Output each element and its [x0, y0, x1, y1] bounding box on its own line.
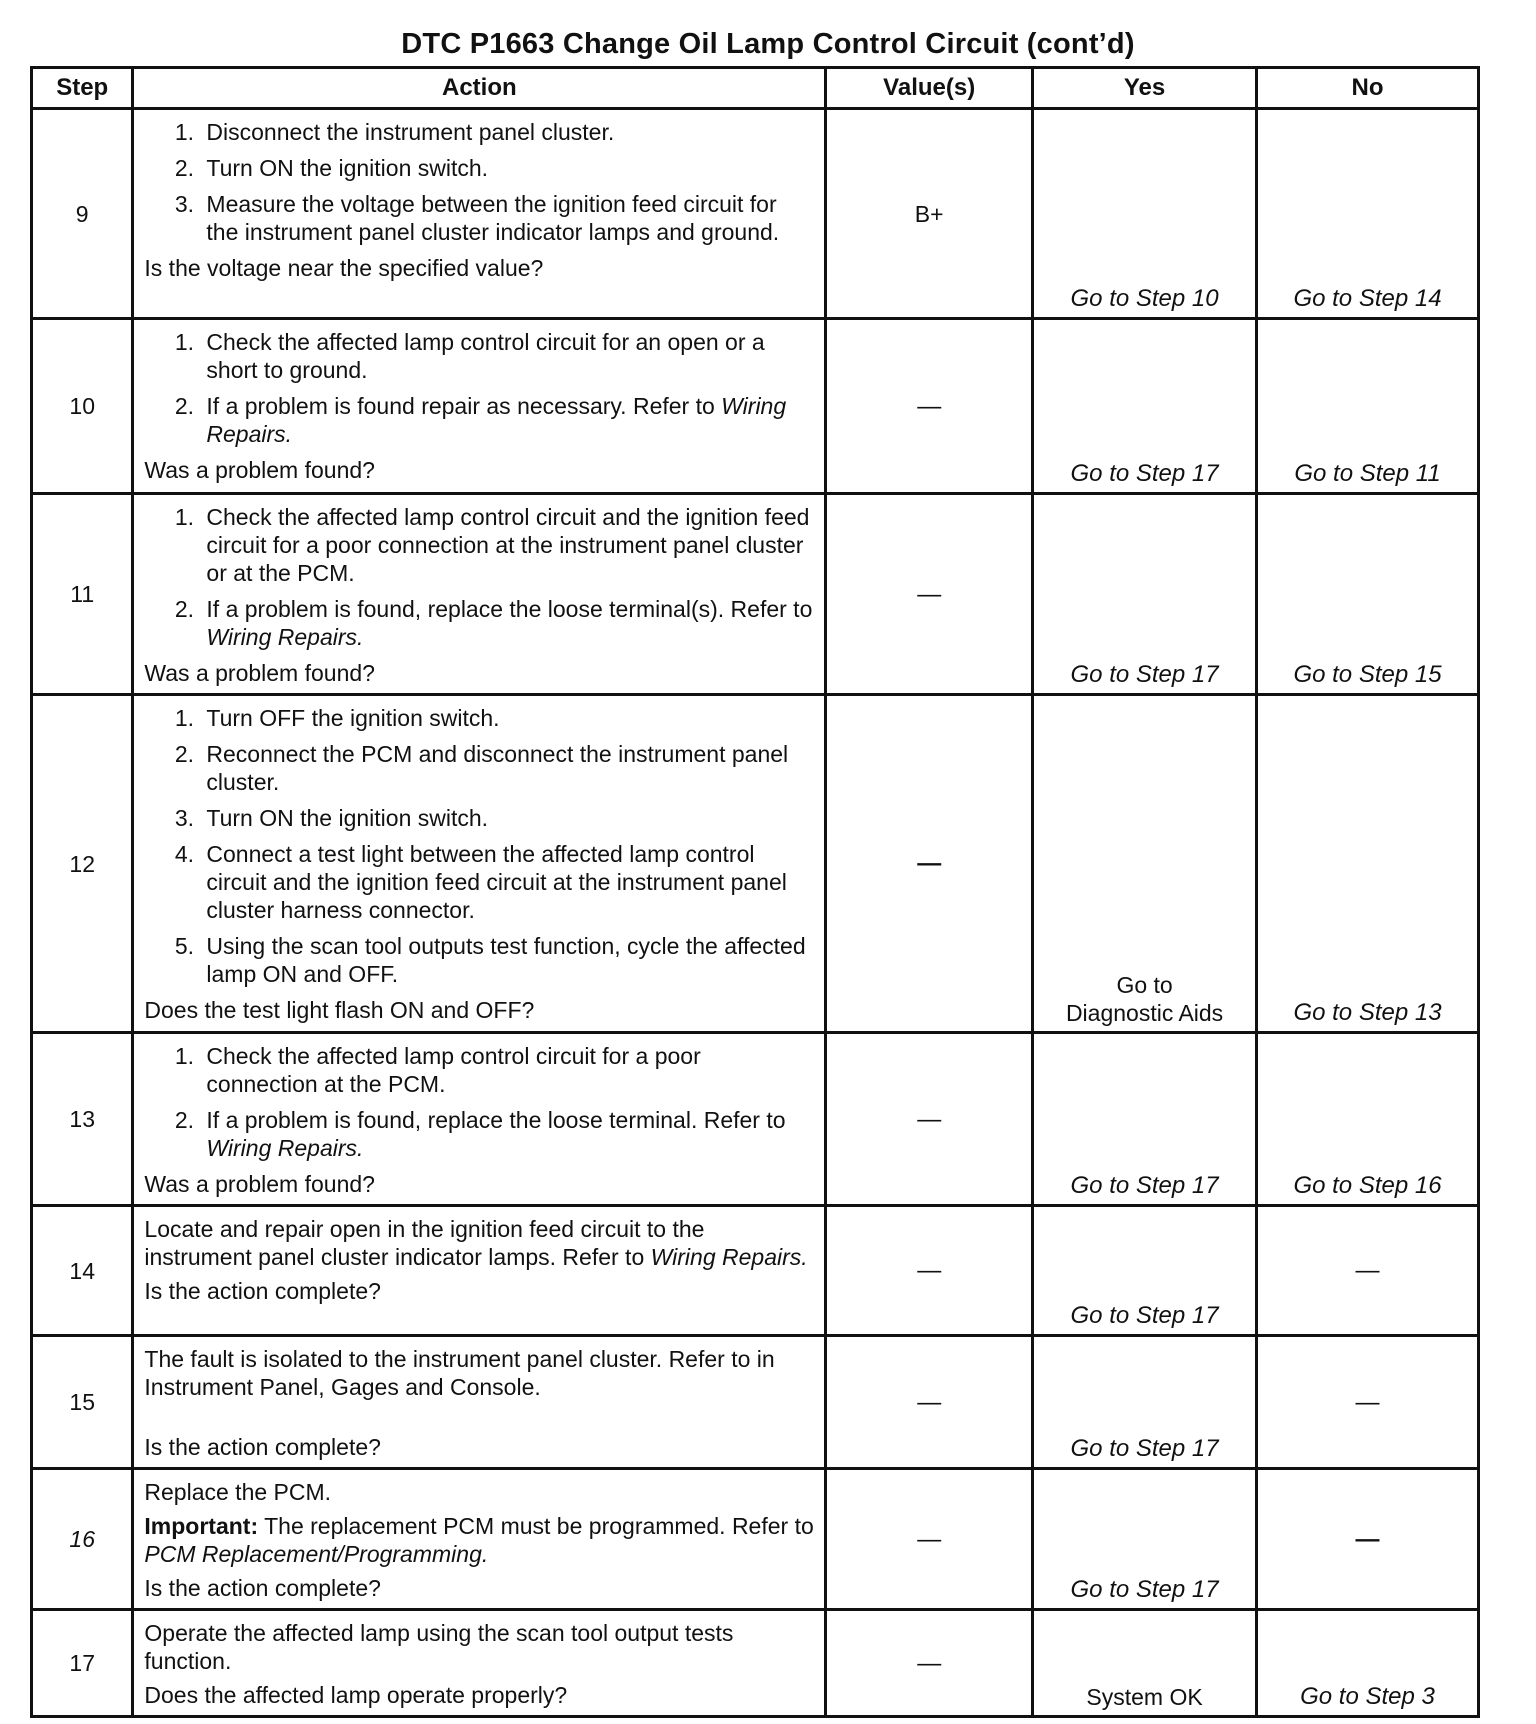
action-step-text: If a problem is found, replace the loose terminal(s). Refer to — [206, 596, 813, 622]
no-dash: — — [1355, 1525, 1380, 1553]
action-step — [200, 1106, 814, 1162]
action-cell — [133, 695, 826, 1033]
value-dash: — — [917, 1525, 942, 1553]
action-question: Is the action complete? — [144, 1278, 381, 1304]
system-ok-result: System OK — [1086, 1684, 1203, 1710]
value-dash: — — [917, 1257, 942, 1284]
action-step: 1. Check the affected lamp control circuit for a poor connection at the PCM. — [200, 1042, 814, 1098]
step-number: 11 — [32, 494, 133, 695]
page-title: DTC P1663 Change Oil Lamp Control Circuit (cont’d) — [401, 28, 1135, 60]
no-cell — [1257, 1336, 1479, 1469]
action-question: Does the test light flash ON and OFF? — [144, 997, 535, 1023]
action-cell — [133, 1033, 826, 1206]
pcm-replacement-ref: PCM Replacement/Programming. — [144, 1541, 489, 1567]
action-cell — [133, 109, 826, 319]
action-question: Was a problem found? — [144, 660, 375, 686]
important-label: Important: — [144, 1513, 259, 1539]
value-dash: — — [917, 1105, 942, 1133]
action-step: 4. Connect a test light between the affected lamp control circuit and the ignition feed circuit at the instrument panel cluster harness connector. — [200, 840, 814, 924]
action-step: 1. Disconnect the instrument panel cluster. — [200, 118, 814, 146]
wiring-repairs-ref: Wiring Repairs. — [206, 624, 364, 650]
action-text — [144, 1215, 814, 1271]
value-cell — [826, 1469, 1033, 1610]
yes-goto: Go to Step 17 — [1070, 661, 1219, 688]
value-cell — [826, 1206, 1033, 1336]
action-question: Does the affected lamp operate properly? — [144, 1682, 568, 1708]
action-step — [200, 595, 814, 651]
no-cell — [1257, 494, 1479, 695]
no-cell — [1257, 1033, 1479, 1206]
action-steps — [144, 118, 814, 246]
value-dash: — — [917, 850, 942, 877]
no-goto: Go to Step 11 — [1294, 460, 1441, 487]
step-number: 9 — [32, 109, 133, 319]
no-goto: Go to Step 3 — [1300, 1683, 1435, 1710]
header-yes: Yes — [1033, 68, 1257, 109]
yes-cell — [1033, 695, 1257, 1033]
important-note — [144, 1512, 814, 1568]
action-step: 3. Turn ON the ignition switch. — [200, 804, 814, 832]
value-cell — [826, 494, 1033, 695]
action-step-text: If a problem is found repair as necessary. Refer to — [206, 393, 722, 419]
no-goto: Go to Step 13 — [1293, 999, 1442, 1026]
yes-cell — [1033, 319, 1257, 494]
action-step: 3. Measure the voltage between the ignition feed circuit for the instrument panel cluster indicator lamps and ground. — [200, 190, 814, 246]
table-row — [32, 1469, 1479, 1610]
yes-cell — [1033, 1206, 1257, 1336]
step-number: 13 — [32, 1033, 133, 1206]
action-cell — [133, 1206, 826, 1336]
action-question: Is the action complete? — [144, 1434, 381, 1460]
table-row — [32, 319, 1479, 494]
yes-goto: Go to Step 17 — [1070, 1172, 1219, 1199]
yes-cell — [1033, 1469, 1257, 1610]
no-cell — [1257, 1610, 1479, 1717]
action-step-text: If a problem is found, replace the loose terminal. Refer to — [206, 1107, 786, 1133]
action-cell — [133, 1610, 826, 1717]
value-cell — [826, 319, 1033, 494]
table-row — [32, 1033, 1479, 1206]
action-question: Is the action complete? — [144, 1575, 381, 1601]
no-goto: Go to Step 14 — [1293, 285, 1442, 312]
action-cell — [133, 1336, 826, 1469]
table-row — [32, 1206, 1479, 1336]
step-number: 10 — [32, 319, 133, 494]
wiring-repairs-ref: Wiring Repairs. — [206, 393, 787, 447]
wiring-repairs-ref: Wiring Repairs. — [650, 1244, 808, 1270]
value-cell: B+ — [826, 109, 1033, 319]
action-text: The fault is isolated to the instrument panel cluster. Refer to in Instrument Panel, Gages and Console. — [144, 1346, 775, 1400]
table-row — [32, 109, 1479, 319]
action-text: Operate the affected lamp using the scan tool output tests function. — [144, 1620, 734, 1674]
action-text-body: Locate and repair open in the ignition feed circuit to the instrument panel cluster indicator lamps. Refer to — [144, 1216, 705, 1270]
diagnostic-table — [30, 66, 1480, 1718]
yes-goto-line1: Go to — [1116, 972, 1173, 998]
yes-cell — [1033, 1610, 1257, 1717]
yes-cell — [1033, 1033, 1257, 1206]
spacer — [144, 1407, 814, 1433]
header-action: Action — [133, 68, 826, 109]
value-cell — [826, 1610, 1033, 1717]
action-steps — [144, 704, 814, 988]
no-cell — [1257, 1206, 1479, 1336]
no-goto: Go to Step 16 — [1293, 1172, 1442, 1199]
action-text: Replace the PCM. — [144, 1479, 332, 1505]
value-cell — [826, 1033, 1033, 1206]
header-row — [32, 68, 1479, 109]
no-goto: Go to Step 15 — [1293, 661, 1442, 688]
table-row — [32, 1610, 1479, 1717]
action-steps — [144, 328, 814, 448]
no-dash: — — [1355, 1257, 1380, 1284]
step-number: 17 — [32, 1610, 133, 1717]
header-values: Value(s) — [826, 68, 1033, 109]
header-step: Step — [32, 68, 133, 109]
action-step: 2. Turn ON the ignition switch. — [200, 154, 814, 182]
value-cell — [826, 1336, 1033, 1469]
yes-goto: Go to Step 17 — [1070, 1302, 1219, 1329]
action-step: 2. Reconnect the PCM and disconnect the instrument panel cluster. — [200, 740, 814, 796]
step-number: 16 — [32, 1469, 133, 1610]
table-row — [32, 1336, 1479, 1469]
yes-cell — [1033, 109, 1257, 319]
table-row — [32, 695, 1479, 1033]
action-step: 5. Using the scan tool outputs test function, cycle the affected lamp ON and OFF. — [200, 932, 814, 988]
value-cell — [826, 695, 1033, 1033]
yes-goto: Go to Step 17 — [1070, 1435, 1219, 1462]
value-dash: — — [917, 580, 942, 608]
value-dash: — — [917, 1649, 942, 1677]
action-step: 1. Check the affected lamp control circuit for an open or a short to ground. — [200, 328, 814, 384]
important-text: The replacement PCM must be programmed. Refer to — [258, 1513, 814, 1539]
action-cell — [133, 319, 826, 494]
wiring-repairs-ref: Wiring Repairs. — [206, 1135, 364, 1161]
action-cell — [133, 1469, 826, 1610]
yes-goto: Go to Step 10 — [1070, 285, 1219, 312]
step-number: 15 — [32, 1336, 133, 1469]
action-step — [200, 392, 814, 448]
action-steps — [144, 503, 814, 651]
action-question: Was a problem found? — [144, 457, 375, 483]
yes-cell — [1033, 1336, 1257, 1469]
no-cell — [1257, 695, 1479, 1033]
no-cell — [1257, 319, 1479, 494]
no-dash: — — [1355, 1388, 1380, 1416]
table-row — [32, 494, 1479, 695]
no-cell — [1257, 109, 1479, 319]
yes-goto: Go to Step 17 — [1070, 1576, 1219, 1603]
action-cell — [133, 494, 826, 695]
yes-goto: Go to Step 17 — [1070, 460, 1219, 487]
yes-cell — [1033, 494, 1257, 695]
action-question: Is the voltage near the specified value? — [144, 255, 544, 281]
action-step: 1. Check the affected lamp control circuit and the ignition feed circuit for a poor connection at the instrument panel cluster or at the PCM. — [200, 503, 814, 587]
step-number: 14 — [32, 1206, 133, 1336]
value-dash: — — [917, 1388, 942, 1416]
action-steps — [144, 1042, 814, 1162]
step-number: 12 — [32, 695, 133, 1033]
no-cell — [1257, 1469, 1479, 1610]
action-question: Was a problem found? — [144, 1171, 375, 1197]
header-no: No — [1257, 68, 1479, 109]
diagnostic-aids-ref: Diagnostic Aids — [1065, 1000, 1224, 1026]
action-step: 1. Turn OFF the ignition switch. — [200, 704, 814, 732]
value-dash: — — [917, 392, 942, 420]
